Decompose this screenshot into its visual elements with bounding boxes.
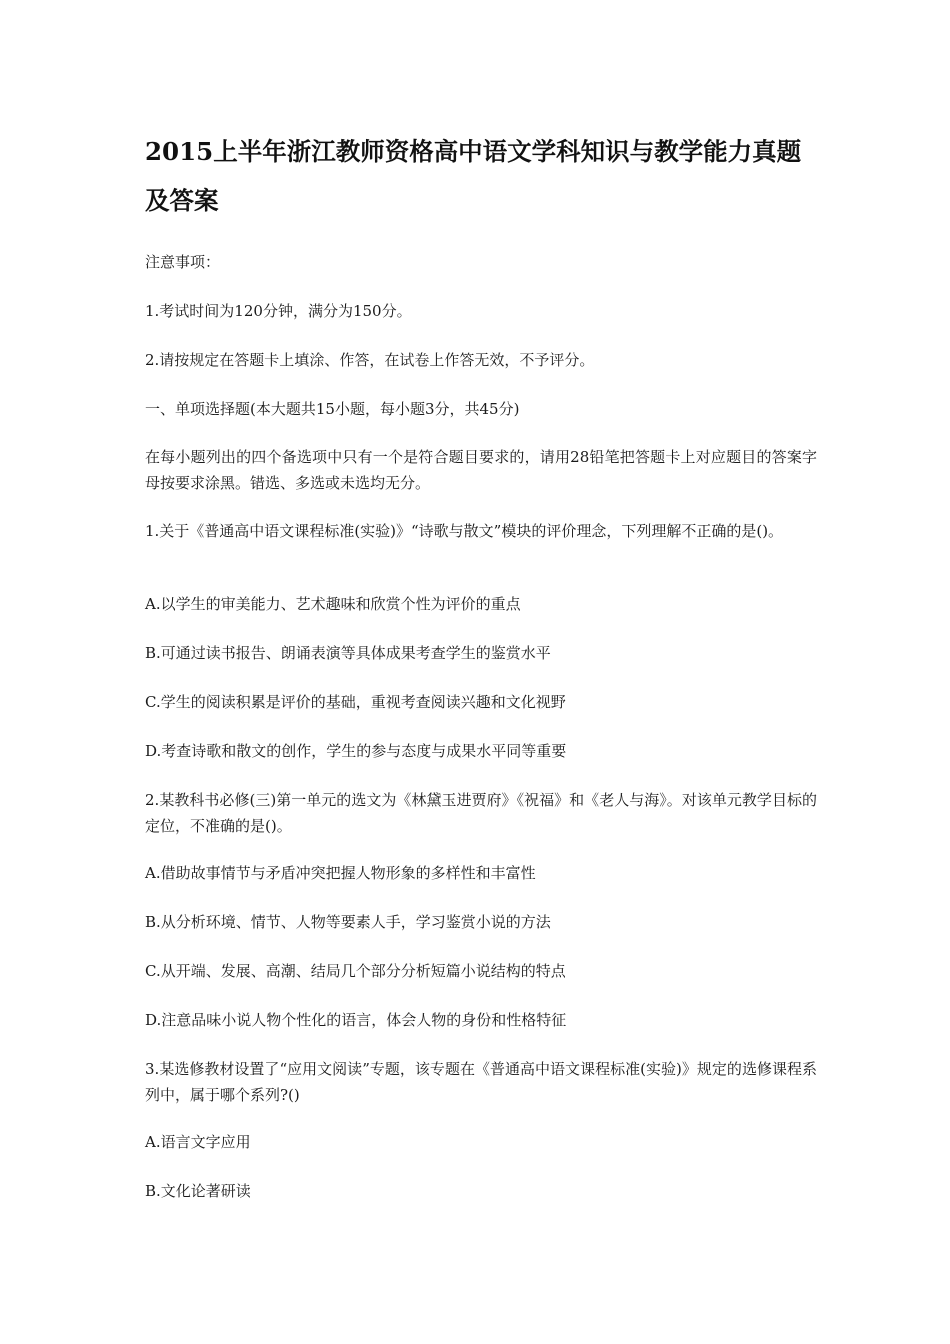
question-2-option-a: A.借助故事情节与矛盾冲突把握人物形象的多样性和丰富性	[145, 864, 536, 882]
question-1-stem: 1.关于《普通高中语文课程标准(实验)》“诗歌与散文”模块的评价理念，下列理解不正确的是()。	[145, 522, 784, 540]
question-2-stem: 2.某教科书必修(三)第一单元的选文为《林黛玉进贾府》《祝福》和《老人与海》。对该单元教学目标的定位，不准确的是()。	[145, 791, 817, 835]
notice-heading: 注意事项：	[145, 253, 221, 271]
notice-item-2: 2.请按规定在答题卡上填涂、作答，在试卷上作答无效，不予评分。	[145, 351, 595, 369]
question-3-option-b: B.文化论著研读	[145, 1182, 251, 1200]
question-3-stem: 3.某选修教材设置了“应用文阅读”专题，该专题在《普通高中语文课程标准(实验)》规定的选修课程系列中，属于哪个系列?()	[145, 1060, 817, 1104]
question-1-option-c: C.学生的阅读积累是评价的基础，重视考查阅读兴趣和文化视野	[145, 693, 566, 711]
document-title: 2015上半年浙江教师资格高中语文学科知识与教学能力真题及答案	[145, 137, 802, 215]
question-1-option-a: A.以学生的审美能力、艺术趣味和欣赏个性为评价的重点	[145, 595, 521, 613]
notice-item-1: 1.考试时间为120分钟，满分为150分。	[145, 302, 412, 320]
question-2-option-b: B.从分析环境、情节、人物等要素人手，学习鉴赏小说的方法	[145, 913, 551, 931]
section-heading: 一、单项选择题(本大题共15小题，每小题3分，共45分)	[145, 400, 520, 418]
question-3-option-a: A.语言文字应用	[145, 1133, 251, 1151]
section-instructions: 在每小题列出的四个备选项中只有一个是符合题目要求的，请用28铅笔把答题卡上对应题目的答案字母按要求涂黑。错选、多选或未选均无分。	[145, 448, 817, 492]
question-1-option-b: B.可通过读书报告、朗诵表演等具体成果考查学生的鉴赏水平	[145, 644, 551, 662]
question-2-option-d: D.注意品味小说人物个性化的语言，体会人物的身份和性格特征	[145, 1011, 567, 1029]
question-2-option-c: C.从开端、发展、高潮、结局几个部分分析短篇小说结构的特点	[145, 962, 566, 980]
question-1-option-d: D.考查诗歌和散文的创作，学生的参与态度与成果水平同等重要	[145, 742, 567, 760]
